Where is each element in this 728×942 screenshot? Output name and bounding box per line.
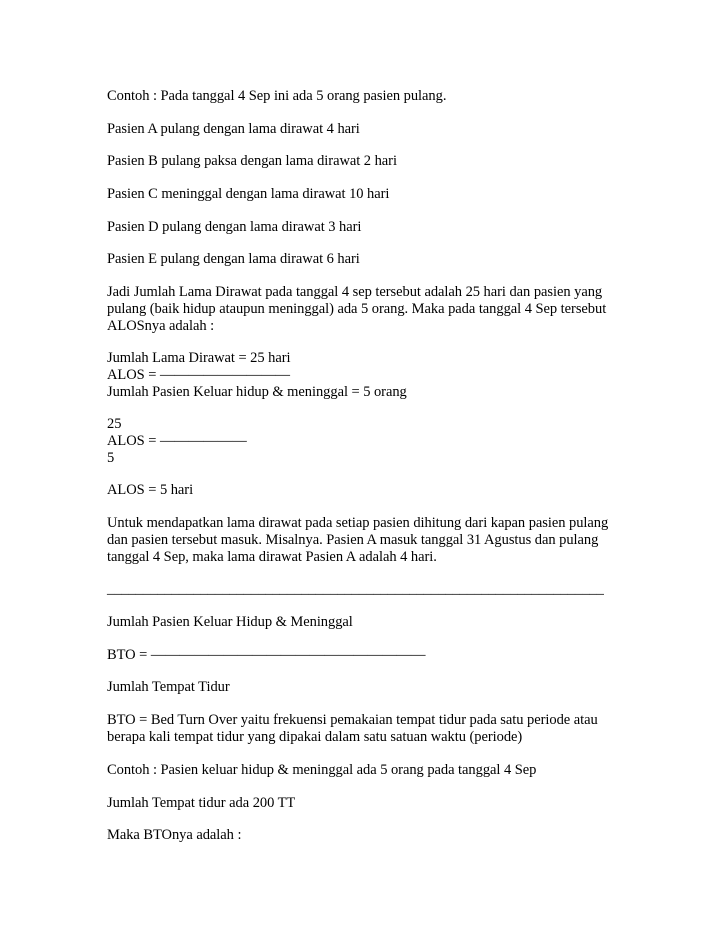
- summary-line-3: ALOSnya adalah :: [107, 318, 215, 334]
- bto-example-text: Contoh : Pasien keluar hidup & meninggal ada 5 orang pada tanggal 4 Sep: [107, 762, 537, 778]
- alos-denominator-value: 5: [107, 450, 115, 466]
- patient-a-text: Pasien A pulang dengan lama dirawat 4 hari: [107, 121, 360, 137]
- bto-conclusion-text: Maka BTOnya adalah :: [107, 827, 242, 843]
- example-intro-text: Contoh : Pada tanggal 4 Sep ini ada 5 orang pasien pulang.: [107, 88, 447, 104]
- explanation-line-1: Untuk mendapatkan lama dirawat pada setiap pasien dihitung dari kapan pasien pulang: [107, 515, 609, 531]
- bto-denominator-text: Jumlah Tempat Tidur: [107, 679, 230, 695]
- bto-definition-line-2: berapa kali tempat tidur yang dipakai dalam satu satuan waktu (periode): [107, 729, 523, 745]
- explanation-line-3: tanggal 4 Sep, maka lama dirawat Pasien A adalah 4 hari.: [107, 549, 437, 565]
- alos-numerator-text: Jumlah Lama Dirawat = 25 hari: [107, 350, 291, 366]
- alos-numerator-value: 25: [107, 416, 122, 432]
- alos-denominator-text: Jumlah Pasien Keluar hidup & meninggal = 5 orang: [107, 384, 407, 400]
- alos-fraction-line: ALOS = ——————: [107, 433, 247, 449]
- bto-numerator-text: Jumlah Pasien Keluar Hidup & Meninggal: [107, 614, 353, 630]
- explanation-line-2: dan pasien tersebut masuk. Misalnya. Pasien A masuk tanggal 31 Agustus dan pulang: [107, 532, 599, 548]
- bed-count-text: Jumlah Tempat tidur ada 200 TT: [107, 795, 296, 811]
- patient-b-text: Pasien B pulang paksa dengan lama dirawat 2 hari: [107, 153, 397, 169]
- bto-definition-line-1: BTO = Bed Turn Over yaitu frekuensi pemakaian tempat tidur pada satu periode atau: [107, 712, 598, 728]
- section-divider: _____________________________________________________________________: [107, 581, 604, 597]
- patient-d-text: Pasien D pulang dengan lama dirawat 3 hari: [107, 219, 362, 235]
- bto-formula-line: BTO = ———————————————————: [107, 647, 426, 663]
- document-page: [107, 0, 707, 942]
- alos-formula-line: ALOS = —————————: [107, 367, 290, 383]
- summary-line-1: Jadi Jumlah Lama Dirawat pada tanggal 4 sep tersebut adalah 25 hari dan pasien yang: [107, 284, 603, 300]
- patient-c-text: Pasien C meninggal dengan lama dirawat 10 hari: [107, 186, 390, 202]
- alos-result-text: ALOS = 5 hari: [107, 482, 194, 498]
- patient-e-text: Pasien E pulang dengan lama dirawat 6 hari: [107, 251, 360, 267]
- summary-line-2: pulang (baik hidup ataupun meninggal) ada 5 orang. Maka pada tanggal 4 Sep tersebut: [107, 301, 607, 317]
